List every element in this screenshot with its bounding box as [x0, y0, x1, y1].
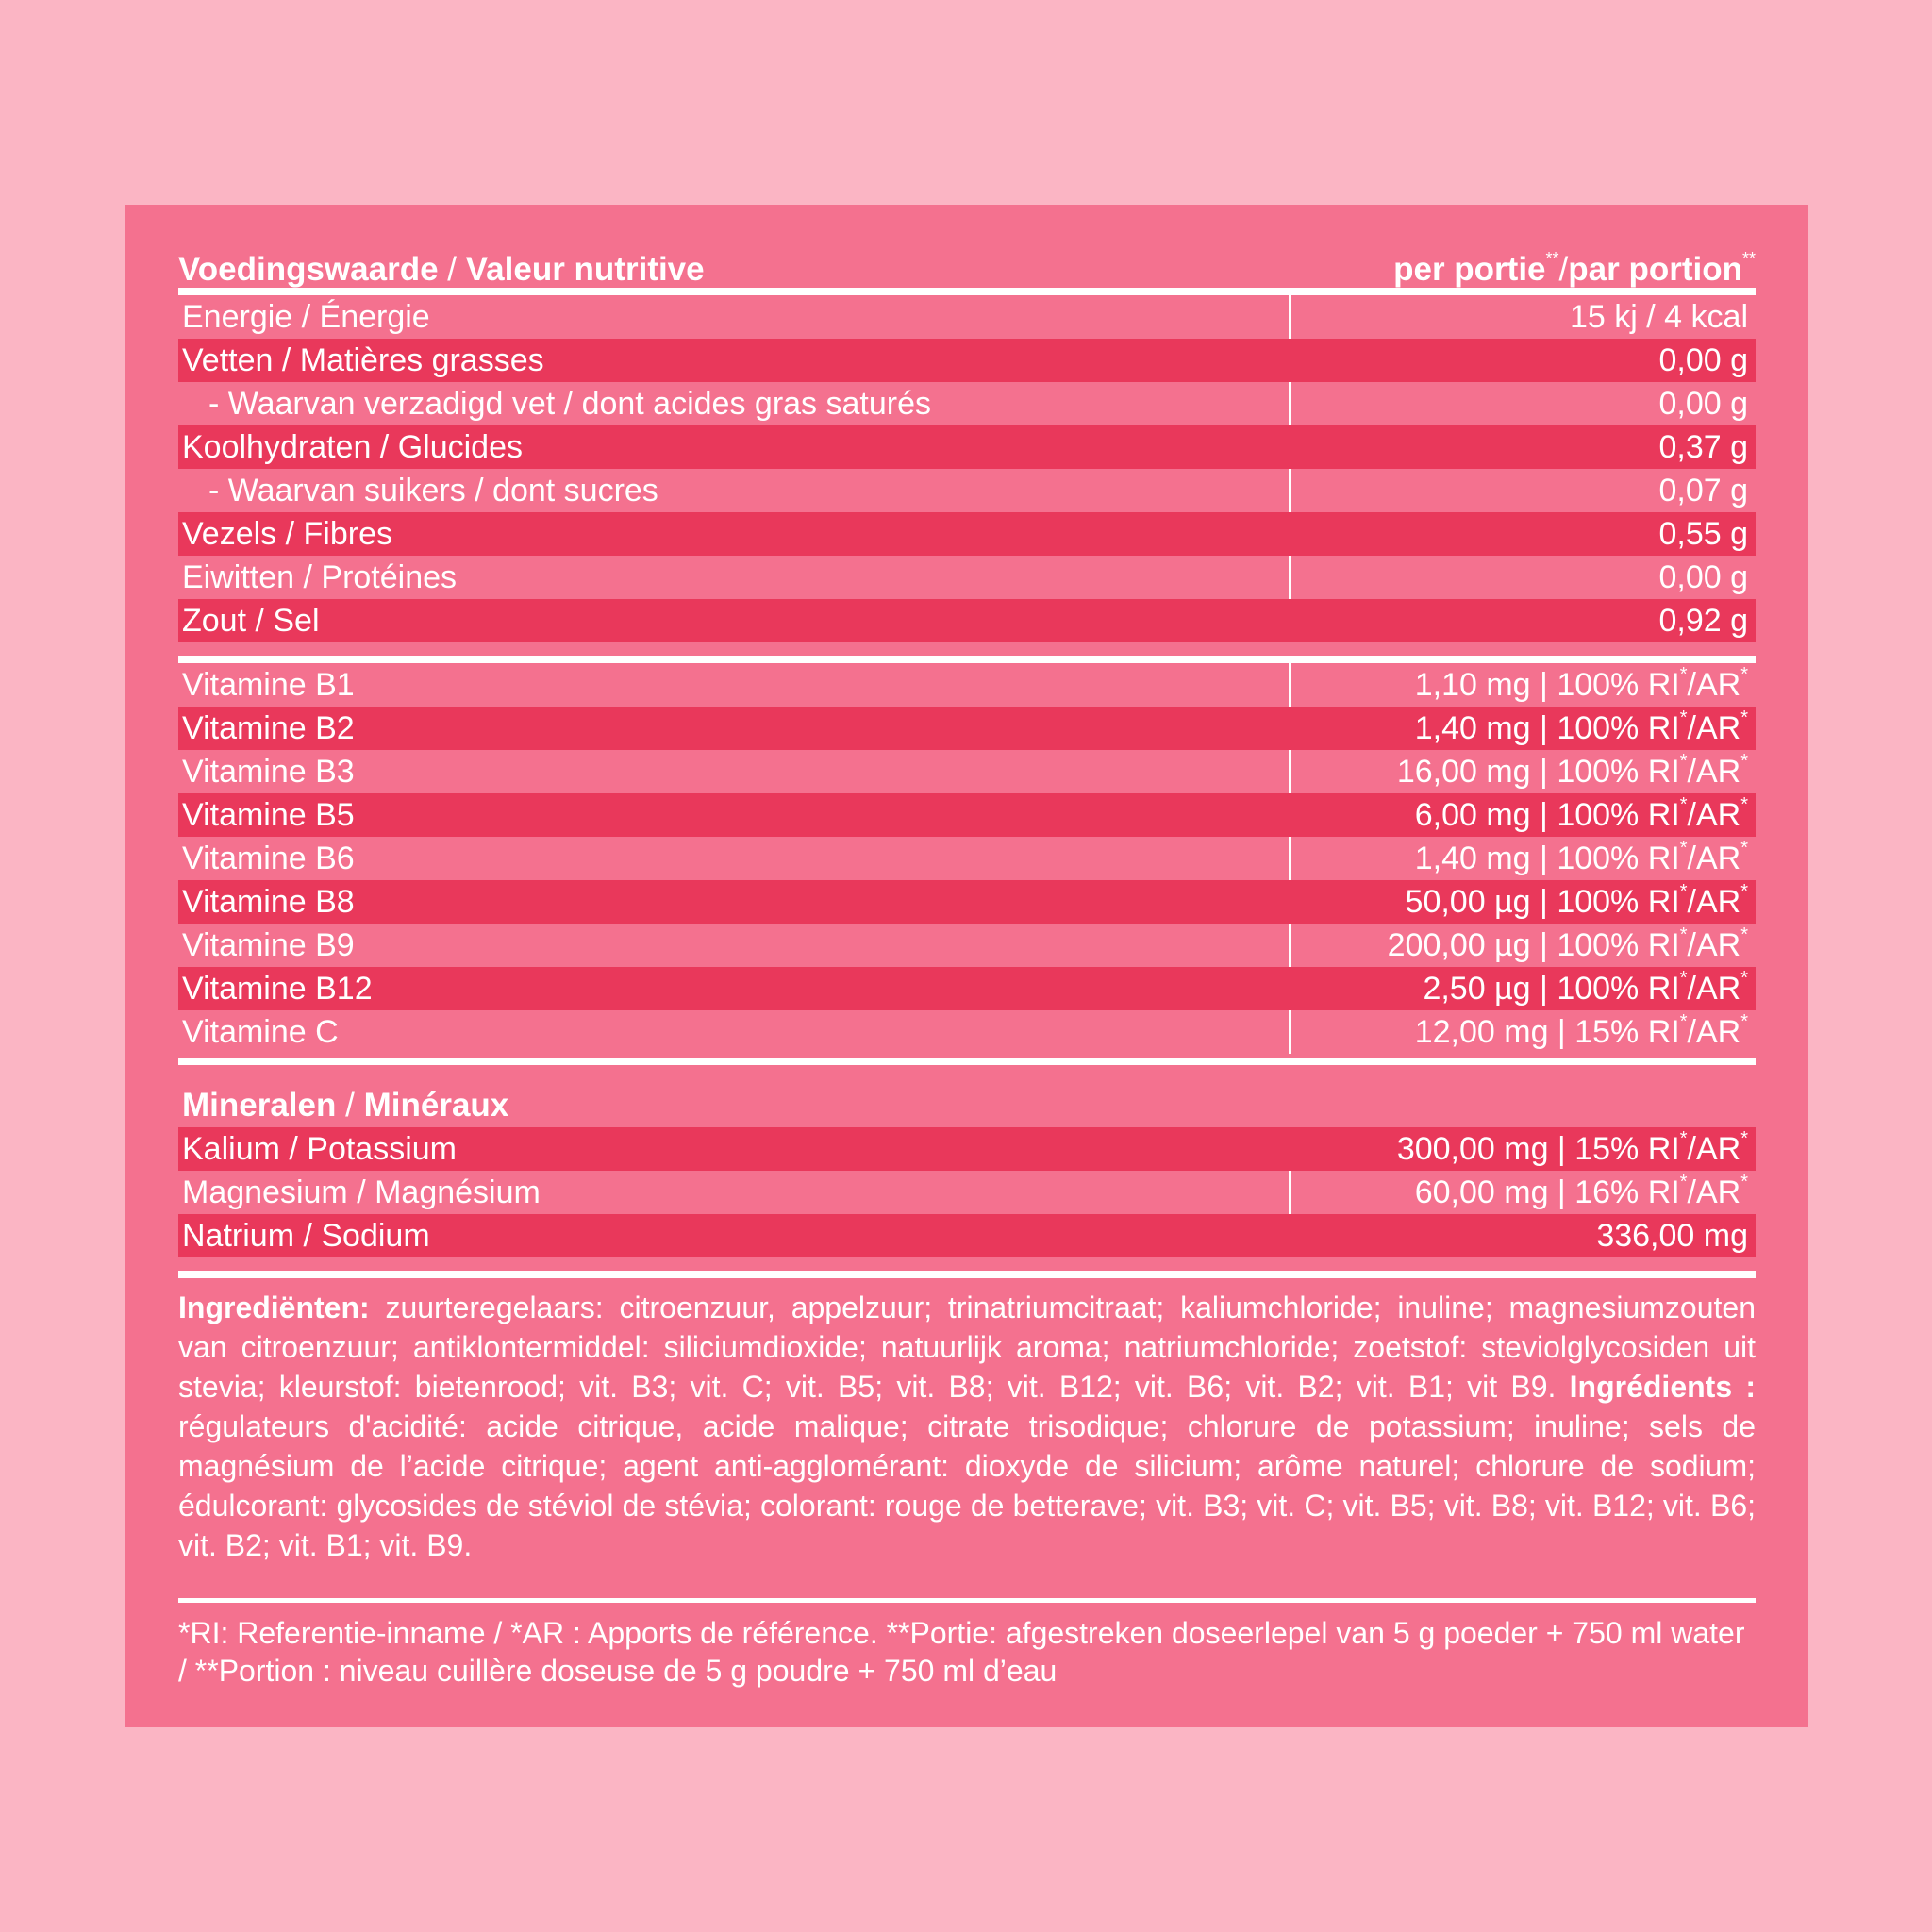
- row-value: 0,55 g: [1658, 515, 1748, 552]
- row-label: Vitamine B3: [182, 753, 355, 790]
- row-value: 6,00 mg | 100% RI*/AR*: [1414, 794, 1748, 833]
- vitamins-section: [178, 663, 1756, 1054]
- divider-minerals-end: [178, 1271, 1756, 1278]
- header-separator: /: [447, 251, 458, 288]
- table-row: [178, 599, 1756, 642]
- header-title-nl: Voedingswaarde: [178, 251, 439, 288]
- table-row: [178, 924, 1756, 967]
- table-row: [178, 425, 1756, 469]
- ingredients-nl: zuurteregelaars: citroenzuur, appelzuur; trinatriumcitraat; kaliumchloride; inuline; magnesiumzouten van citroenzuur; antiklontermiddel: siliciumdioxide; natuurlijk aroma; natriumchloride; zoetstof: steviolglycosiden uit stevia; kleurstof: bietenrood; vit. B3; vit. C; vit. B5; vit. B8; vit. B12; vit. B6; vit. B2; vit. B1; vit B9.: [178, 1291, 1756, 1404]
- row-label: Natrium / Sodium: [182, 1217, 430, 1254]
- divider-vitamins-end: [178, 1058, 1756, 1065]
- row-value: 200,00 µg | 100% RI*/AR*: [1387, 924, 1748, 963]
- header-per-fr: par portion: [1568, 251, 1742, 288]
- row-label: Vitamine B1: [182, 666, 355, 703]
- row-label: Vetten / Matières grasses: [182, 341, 544, 378]
- row-label: Vitamine B9: [182, 926, 355, 963]
- row-label: Vitamine C: [182, 1013, 339, 1050]
- header-star-fr: **: [1741, 249, 1756, 269]
- row-value: 60,00 mg | 16% RI*/AR*: [1414, 1172, 1748, 1210]
- row-value: 16,00 mg | 100% RI*/AR*: [1396, 751, 1748, 790]
- table-row: [178, 382, 1756, 425]
- divider-vitamins: [178, 656, 1756, 663]
- row-label: Kalium / Potassium: [182, 1130, 457, 1167]
- table-row: [178, 1214, 1756, 1257]
- divider-footnote: [178, 1598, 1756, 1603]
- row-value: 1,40 mg | 100% RI*/AR*: [1414, 708, 1748, 746]
- table-row: [178, 556, 1756, 599]
- table-row: [178, 1171, 1756, 1214]
- header-per-nl: per portie: [1393, 251, 1546, 288]
- row-value: 0,07 g: [1658, 472, 1748, 508]
- row-label: Energie / Énergie: [182, 298, 430, 335]
- row-value: 0,00 g: [1658, 558, 1748, 595]
- minerals-section: [178, 1127, 1756, 1257]
- minerals-heading: Mineralen / Minéraux: [182, 1087, 509, 1124]
- header-per-portion: per portie**/par portion**: [1393, 249, 1756, 288]
- table-row: [178, 750, 1756, 793]
- table-row: [178, 512, 1756, 556]
- table-row: [178, 1010, 1756, 1054]
- row-value: 0,00 g: [1658, 385, 1748, 422]
- ingredients-label-nl: Ingrediënten:: [178, 1291, 370, 1324]
- row-label: Vitamine B12: [182, 970, 373, 1007]
- table-row: [178, 880, 1756, 924]
- row-value: 0,00 g: [1658, 341, 1748, 378]
- row-value: 0,92 g: [1658, 602, 1748, 639]
- footnote: *RI: Referentie-inname / *AR : Apports de référence. **Portie: afgestreken doseerlepel van 5 g poeder + 750 ml water / **Portion : niveau cuillère doseuse de 5 g poudre + 750 ml d’eau: [178, 1616, 1745, 1688]
- row-label: Vezels / Fibres: [182, 515, 392, 552]
- header-star-nl: **: [1545, 249, 1559, 269]
- table-row: [178, 469, 1756, 512]
- nutrition-panel: [125, 205, 1808, 1727]
- row-value: 2,50 µg | 100% RI*/AR*: [1423, 968, 1748, 1007]
- table-row: [178, 1127, 1756, 1171]
- row-value: 300,00 mg | 15% RI*/AR*: [1396, 1128, 1748, 1167]
- table-row: [178, 793, 1756, 837]
- ingredients-label-fr: Ingrédients :: [1569, 1370, 1757, 1404]
- header-title: [178, 251, 705, 289]
- ingredients-text: [178, 1288, 1756, 1565]
- row-label: - Waarvan verzadigd vet / dont acides gras saturés: [208, 385, 931, 422]
- table-row: [178, 837, 1756, 880]
- row-label: - Waarvan suikers / dont sucres: [208, 472, 658, 508]
- row-label: Vitamine B2: [182, 709, 355, 746]
- ingredients-fr: régulateurs d'acidité: acide citrique, acide malique; citrate trisodique; chlorure de potassium; inuline; sels de magnésium de l’acide citrique; agent anti-agglomérant: dioxyde de silicium; arôme naturel; chlorure de sodium; édulcorant: glycosides de stéviol de stévia; colorant: rouge de betterave; vit. B3; vit. C; vit. B5; vit. B8; vit. B12; vit. B6; vit. B2; vit. B1; vit. B9.: [178, 1409, 1756, 1562]
- row-label: Vitamine B5: [182, 796, 355, 833]
- nutrients-section: [178, 295, 1756, 642]
- row-value: 1,10 mg | 100% RI*/AR*: [1414, 664, 1748, 703]
- table-row: [178, 967, 1756, 1010]
- row-label: Vitamine B6: [182, 840, 355, 876]
- row-value: 1,40 mg | 100% RI*/AR*: [1414, 838, 1748, 876]
- divider-top: [178, 288, 1756, 295]
- table-row: [178, 295, 1756, 339]
- row-value: 12,00 mg | 15% RI*/AR*: [1414, 1011, 1748, 1050]
- row-value: 15 kj / 4 kcal: [1570, 298, 1748, 335]
- row-value: 336,00 mg: [1596, 1217, 1748, 1254]
- row-value: 50,00 µg | 100% RI*/AR*: [1405, 881, 1748, 920]
- row-value: 0,37 g: [1658, 428, 1748, 465]
- table-row: [178, 707, 1756, 750]
- row-label: Koolhydraten / Glucides: [182, 428, 523, 465]
- row-label: Eiwitten / Protéines: [182, 558, 458, 595]
- row-label: Magnesium / Magnésium: [182, 1174, 541, 1210]
- row-label: Zout / Sel: [182, 602, 320, 639]
- row-label: Vitamine B8: [182, 883, 355, 920]
- table-row: [178, 663, 1756, 707]
- table-row: [178, 339, 1756, 382]
- header-title-fr: Valeur nutritive: [465, 251, 705, 288]
